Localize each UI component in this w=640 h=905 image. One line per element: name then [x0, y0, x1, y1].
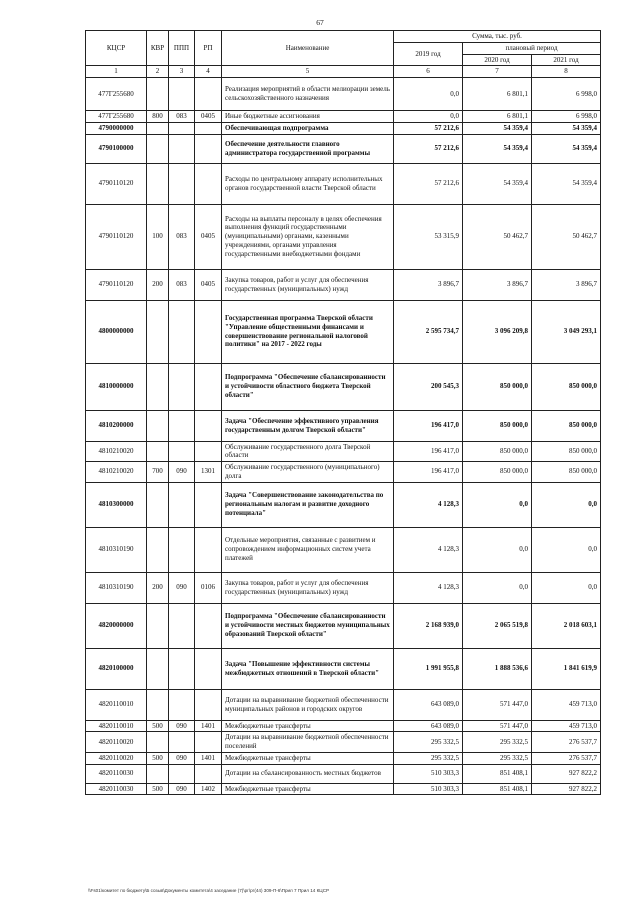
value-2020-cell: 6 801,1	[463, 78, 532, 111]
col-number: 7	[463, 66, 532, 78]
planned-period-header: плановый период	[463, 42, 601, 54]
rp-cell	[195, 764, 222, 783]
table-row	[86, 300, 601, 363]
table-row	[86, 482, 601, 527]
value-2020-cell: 851 408,1	[463, 764, 532, 783]
kvr-cell	[147, 764, 169, 783]
kvr-cell: 800	[147, 111, 169, 123]
table-row	[86, 122, 601, 134]
value-2019-cell: 200 545,3	[394, 363, 463, 410]
name-cell: Закупка товаров, работ и услуг для обеспечения государственных (муниципальных) нужд	[222, 572, 394, 603]
rp-cell	[195, 527, 222, 572]
value-2021-cell: 850 000,0	[532, 462, 601, 483]
kcsr-cell: 4820110020	[86, 732, 147, 753]
rp-cell	[195, 300, 222, 363]
value-2019-cell: 4 128,3	[394, 527, 463, 572]
ppp-cell	[169, 410, 195, 441]
ppp-cell	[169, 689, 195, 720]
rp-cell: 1401	[195, 720, 222, 732]
kcsr-cell: 477Г255680	[86, 111, 147, 123]
value-2021-cell: 54 359,4	[532, 163, 601, 204]
table-row	[86, 462, 601, 483]
value-2020-cell: 850 000,0	[463, 462, 532, 483]
rp-cell	[195, 603, 222, 648]
rp-cell	[195, 134, 222, 163]
col-2019-header: 2019 год	[394, 42, 463, 66]
name-cell: Обеспечение деятельности главного администратора государственной программы	[222, 134, 394, 163]
rp-cell	[195, 363, 222, 410]
value-2021-cell: 459 713,0	[532, 689, 601, 720]
value-2021-cell: 927 822,2	[532, 783, 601, 795]
table-row	[86, 648, 601, 689]
value-2021-cell: 2 018 603,1	[532, 603, 601, 648]
kvr-cell	[147, 732, 169, 753]
name-cell: Иные бюджетные ассигнования	[222, 111, 394, 123]
value-2019-cell: 4 128,3	[394, 482, 463, 527]
kvr-cell: 500	[147, 720, 169, 732]
table-row	[86, 163, 601, 204]
col-name-header: Наименование	[222, 31, 394, 66]
table-row	[86, 732, 601, 753]
name-cell: Обслуживание государственного (муниципального) долга	[222, 462, 394, 483]
kvr-cell: 500	[147, 783, 169, 795]
value-2019-cell: 643 089,0	[394, 689, 463, 720]
value-2020-cell: 0,0	[463, 572, 532, 603]
kvr-cell	[147, 441, 169, 462]
value-2021-cell: 54 359,4	[532, 122, 601, 134]
value-2020-cell: 850 000,0	[463, 441, 532, 462]
value-2019-cell: 295 332,5	[394, 752, 463, 764]
ppp-cell	[169, 363, 195, 410]
kcsr-cell: 4810210020	[86, 462, 147, 483]
kvr-cell: 200	[147, 572, 169, 603]
table-header	[86, 31, 601, 78]
kcsr-cell: 4810300000	[86, 482, 147, 527]
table-row	[86, 764, 601, 783]
kcsr-cell: 4820110030	[86, 764, 147, 783]
ppp-cell	[169, 603, 195, 648]
table-row	[86, 720, 601, 732]
value-2019-cell: 643 089,0	[394, 720, 463, 732]
table-row	[86, 527, 601, 572]
value-2020-cell: 54 359,4	[463, 122, 532, 134]
name-cell: Задача "Повышение эффективности системы межбюджетных отношений в Тверской области"	[222, 648, 394, 689]
value-2020-cell: 850 000,0	[463, 363, 532, 410]
kvr-cell	[147, 527, 169, 572]
value-2021-cell: 0,0	[532, 572, 601, 603]
name-cell: Обслуживание государственного долга Тверской области	[222, 441, 394, 462]
value-2021-cell: 927 822,2	[532, 764, 601, 783]
value-2019-cell: 196 417,0	[394, 410, 463, 441]
footer-file-path: \\Fs01\комитет по бюджету\Б созыв\Документы комитета\4 заседание (7)\рг\рг(44) 309-П-6\Прил 7 Прил 14 КЦСР	[88, 888, 330, 893]
ppp-cell: 083	[169, 204, 195, 269]
value-2019-cell: 57 212,6	[394, 134, 463, 163]
value-2019-cell: 196 417,0	[394, 462, 463, 483]
value-2019-cell: 510 303,3	[394, 764, 463, 783]
name-cell: Расходы на выплаты персоналу в целях обеспечения выполнения функций государственными (муниципальными) органами, казенными учреждениями, органами управления государственными внебюджетными фондами	[222, 204, 394, 269]
name-cell: Межбюджетные трансферты	[222, 783, 394, 795]
value-2019-cell: 2 168 939,0	[394, 603, 463, 648]
rp-cell	[195, 732, 222, 753]
kcsr-cell: 4790000000	[86, 122, 147, 134]
sum-header: Сумма, тыс. руб.	[394, 31, 601, 43]
value-2019-cell: 57 212,6	[394, 122, 463, 134]
col-ppp-header: ППП	[169, 31, 195, 66]
value-2021-cell: 276 537,7	[532, 752, 601, 764]
value-2020-cell: 851 408,1	[463, 783, 532, 795]
table-row	[86, 363, 601, 410]
kcsr-cell: 4820100000	[86, 648, 147, 689]
kvr-cell	[147, 163, 169, 204]
kcsr-cell: 4800000000	[86, 300, 147, 363]
value-2019-cell: 4 128,3	[394, 572, 463, 603]
value-2019-cell: 0,0	[394, 78, 463, 111]
ppp-cell	[169, 732, 195, 753]
col-2021-header: 2021 год	[532, 54, 601, 66]
page-number: 67	[316, 18, 324, 27]
value-2020-cell: 1 888 536,6	[463, 648, 532, 689]
value-2020-cell: 54 359,4	[463, 134, 532, 163]
kvr-cell	[147, 648, 169, 689]
name-cell: Отдельные мероприятия, связанные с развитием и сопровождением информационных систем учета платежей	[222, 527, 394, 572]
value-2021-cell: 459 713,0	[532, 720, 601, 732]
rp-cell: 0405	[195, 111, 222, 123]
col-2020-header: 2020 год	[463, 54, 532, 66]
value-2021-cell: 50 462,7	[532, 204, 601, 269]
col-number: 1	[86, 66, 147, 78]
rp-cell: 0405	[195, 204, 222, 269]
ppp-cell	[169, 648, 195, 689]
kcsr-cell: 4820110020	[86, 752, 147, 764]
value-2020-cell: 0,0	[463, 482, 532, 527]
name-cell: Межбюджетные трансферты	[222, 752, 394, 764]
ppp-cell	[169, 78, 195, 111]
kcsr-cell: 4820110010	[86, 720, 147, 732]
kcsr-cell: 4810000000	[86, 363, 147, 410]
kvr-cell	[147, 482, 169, 527]
name-cell: Дотации на выравнивание бюджетной обеспеченности поселений	[222, 732, 394, 753]
name-cell: Межбюджетные трансферты	[222, 720, 394, 732]
ppp-cell: 090	[169, 783, 195, 795]
value-2019-cell: 57 212,6	[394, 163, 463, 204]
table-row	[86, 752, 601, 764]
name-cell: Обеспечивающая подпрограмма	[222, 122, 394, 134]
ppp-cell	[169, 527, 195, 572]
table-body	[86, 78, 601, 795]
col-number: 5	[222, 66, 394, 78]
rp-cell: 0405	[195, 269, 222, 300]
kvr-cell	[147, 300, 169, 363]
kvr-cell	[147, 410, 169, 441]
value-2020-cell: 3 896,7	[463, 269, 532, 300]
ppp-cell	[169, 300, 195, 363]
rp-cell	[195, 78, 222, 111]
value-2021-cell: 0,0	[532, 482, 601, 527]
kcsr-cell: 4790110120	[86, 204, 147, 269]
ppp-cell: 083	[169, 111, 195, 123]
name-cell: Подпрограмма "Обеспечение сбалансированности и устойчивости областного бюджета Тверской области"	[222, 363, 394, 410]
value-2019-cell: 1 991 955,8	[394, 648, 463, 689]
kcsr-cell: 477Г255680	[86, 78, 147, 111]
value-2020-cell: 295 332,5	[463, 732, 532, 753]
kvr-cell	[147, 689, 169, 720]
value-2021-cell: 850 000,0	[532, 441, 601, 462]
col-number: 6	[394, 66, 463, 78]
kcsr-cell: 4790110120	[86, 163, 147, 204]
kcsr-cell: 4810210020	[86, 441, 147, 462]
table-row	[86, 134, 601, 163]
kvr-cell: 500	[147, 752, 169, 764]
rp-cell	[195, 410, 222, 441]
ppp-cell: 090	[169, 572, 195, 603]
value-2021-cell: 3 896,7	[532, 269, 601, 300]
value-2019-cell: 3 896,7	[394, 269, 463, 300]
kvr-cell	[147, 134, 169, 163]
value-2019-cell: 0,0	[394, 111, 463, 123]
value-2021-cell: 0,0	[532, 527, 601, 572]
name-cell: Задача "Обеспечение эффективного управления государственным долгом Тверской области"	[222, 410, 394, 441]
value-2019-cell: 53 315,9	[394, 204, 463, 269]
budget-table	[85, 30, 601, 795]
value-2020-cell: 571 447,0	[463, 720, 532, 732]
value-2021-cell: 3 049 293,1	[532, 300, 601, 363]
value-2020-cell: 850 000,0	[463, 410, 532, 441]
kvr-cell: 100	[147, 204, 169, 269]
table-row	[86, 111, 601, 123]
value-2020-cell: 54 359,4	[463, 163, 532, 204]
ppp-cell	[169, 441, 195, 462]
table-row	[86, 603, 601, 648]
name-cell: Задача "Совершенствование законодательства по региональным налогам и развитие доходного потенциала"	[222, 482, 394, 527]
kcsr-cell: 4820110010	[86, 689, 147, 720]
value-2020-cell: 2 065 519,8	[463, 603, 532, 648]
value-2020-cell: 50 462,7	[463, 204, 532, 269]
value-2020-cell: 295 332,5	[463, 752, 532, 764]
rp-cell: 1402	[195, 783, 222, 795]
value-2020-cell: 571 447,0	[463, 689, 532, 720]
table-row	[86, 441, 601, 462]
rp-cell	[195, 122, 222, 134]
table-row	[86, 410, 601, 441]
table-row	[86, 78, 601, 111]
col-kcsr-header: КЦСР	[86, 31, 147, 66]
kcsr-cell: 4820000000	[86, 603, 147, 648]
value-2021-cell: 1 841 619,9	[532, 648, 601, 689]
rp-cell	[195, 441, 222, 462]
value-2021-cell: 850 000,0	[532, 363, 601, 410]
name-cell: Закупка товаров, работ и услуг для обеспечения государственных (муниципальных) нужд	[222, 269, 394, 300]
rp-cell: 1301	[195, 462, 222, 483]
col-kvr-header: КВР	[147, 31, 169, 66]
col-number: 8	[532, 66, 601, 78]
ppp-cell: 090	[169, 752, 195, 764]
value-2019-cell: 295 332,5	[394, 732, 463, 753]
ppp-cell	[169, 764, 195, 783]
name-cell: Подпрограмма "Обеспечение сбалансированности и устойчивости местных бюджетов муниципальных образований Тверской области"	[222, 603, 394, 648]
kcsr-cell: 4790100000	[86, 134, 147, 163]
value-2020-cell: 6 801,1	[463, 111, 532, 123]
value-2021-cell: 6 998,0	[532, 78, 601, 111]
ppp-cell	[169, 134, 195, 163]
col-number: 4	[195, 66, 222, 78]
rp-cell	[195, 482, 222, 527]
name-cell: Реализация мероприятий в области мелиорации земель сельскохозяйственного назначения	[222, 78, 394, 111]
rp-cell: 0106	[195, 572, 222, 603]
name-cell: Расходы по центральному аппарату исполнительных органов государственной власти Тверской области	[222, 163, 394, 204]
table-row	[86, 572, 601, 603]
name-cell: Дотации на выравнивание бюджетной обеспеченности муниципальных районов и городских округов	[222, 689, 394, 720]
value-2021-cell: 276 537,7	[532, 732, 601, 753]
kvr-cell: 200	[147, 269, 169, 300]
kcsr-cell: 4790110120	[86, 269, 147, 300]
value-2020-cell: 0,0	[463, 527, 532, 572]
name-cell: Дотации на сбалансированность местных бюджетов	[222, 764, 394, 783]
kvr-cell	[147, 122, 169, 134]
rp-cell	[195, 648, 222, 689]
value-2019-cell: 510 303,3	[394, 783, 463, 795]
ppp-cell	[169, 482, 195, 527]
ppp-cell: 090	[169, 720, 195, 732]
ppp-cell: 083	[169, 269, 195, 300]
rp-cell: 1401	[195, 752, 222, 764]
name-cell: Государственная программа Тверской области "Управление общественными финансами и совершенствование региональной налоговой политики" на 2017 - 2022 годы	[222, 300, 394, 363]
value-2021-cell: 850 000,0	[532, 410, 601, 441]
table-row	[86, 269, 601, 300]
ppp-cell	[169, 122, 195, 134]
kvr-cell	[147, 603, 169, 648]
rp-cell	[195, 689, 222, 720]
kvr-cell	[147, 363, 169, 410]
value-2019-cell: 2 595 734,7	[394, 300, 463, 363]
table-row	[86, 204, 601, 269]
rp-cell	[195, 163, 222, 204]
kcsr-cell: 4820110030	[86, 783, 147, 795]
table-row	[86, 783, 601, 795]
kvr-cell: 700	[147, 462, 169, 483]
ppp-cell: 090	[169, 462, 195, 483]
kcsr-cell: 4810200000	[86, 410, 147, 441]
col-number: 3	[169, 66, 195, 78]
value-2021-cell: 6 998,0	[532, 111, 601, 123]
col-rp-header: РП	[195, 31, 222, 66]
value-2020-cell: 3 096 209,8	[463, 300, 532, 363]
kcsr-cell: 4810310190	[86, 527, 147, 572]
value-2019-cell: 196 417,0	[394, 441, 463, 462]
value-2021-cell: 54 359,4	[532, 134, 601, 163]
table-row	[86, 689, 601, 720]
col-number: 2	[147, 66, 169, 78]
ppp-cell	[169, 163, 195, 204]
kvr-cell	[147, 78, 169, 111]
kcsr-cell: 4810310190	[86, 572, 147, 603]
